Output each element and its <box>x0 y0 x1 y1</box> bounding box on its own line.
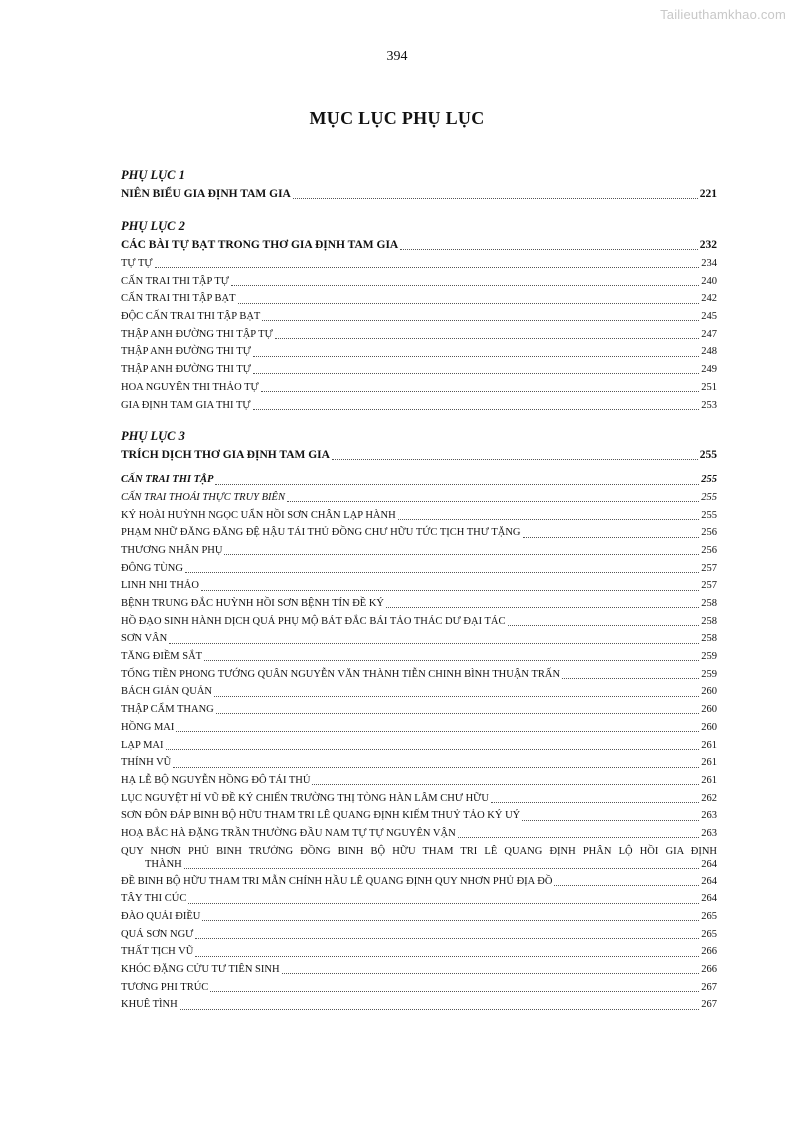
appendix-2-label: PHỤ LỤC 2 <box>121 219 185 233</box>
entry-title: TRÍCH DỊCH THƠ GIA ĐỊNH TAM GIA <box>121 449 330 462</box>
toc-entry[interactable] <box>121 273 717 291</box>
entry-page: 267 <box>701 981 717 993</box>
dot-leader <box>262 320 699 321</box>
entry-title: QUÁ SƠN NGƯ <box>121 928 194 940</box>
dot-leader <box>287 501 699 502</box>
toc-entry[interactable] <box>121 908 717 926</box>
dot-leader <box>253 373 699 374</box>
toc-heading-entry[interactable] <box>121 236 717 255</box>
toc-entry[interactable] <box>121 255 717 273</box>
entry-page: 255 <box>701 509 717 521</box>
toc-entry[interactable] <box>121 961 717 979</box>
entry-title: THẬP ANH ĐƯỜNG THI TỰ <box>121 346 251 358</box>
dot-leader <box>215 484 699 485</box>
entry-page: 267 <box>701 999 717 1011</box>
toc-entry[interactable] <box>121 361 717 379</box>
dot-leader <box>332 459 698 460</box>
entry-title: ĐỘC CẤN TRAI THI TẬP BẠT <box>121 311 261 323</box>
entry-title: BÁCH GIẢN QUẢN <box>121 686 212 698</box>
entry-title: ĐÀO QUẢI ĐIỀU <box>121 911 201 922</box>
toc-entry[interactable] <box>121 290 717 308</box>
entry-title: ĐÔNG TÙNG <box>121 562 183 574</box>
toc-subheading-entry[interactable] <box>121 489 717 507</box>
entry-page: 232 <box>699 239 717 251</box>
entry-page: 266 <box>701 946 717 958</box>
entry-title: THẤT TỊCH VŨ <box>121 946 194 958</box>
entry-page: 264 <box>701 893 717 905</box>
entry-page: 261 <box>701 774 717 786</box>
toc-entry[interactable] <box>121 524 717 542</box>
dot-leader <box>185 572 699 573</box>
entry-page: 248 <box>701 346 717 358</box>
appendix-3-entries-b <box>121 873 717 1015</box>
entry-title: THẬP CẨM THANG <box>121 704 214 716</box>
entry-title: KHUÊ TÌNH <box>121 999 178 1011</box>
entry-title: LẠP MAI <box>121 739 164 751</box>
entry-page: 240 <box>701 275 717 287</box>
watermark: Tailieuthamkhao.com <box>660 7 786 22</box>
toc-heading-entry[interactable] <box>121 446 717 465</box>
dot-leader <box>398 519 700 520</box>
dot-leader <box>231 285 699 286</box>
entry-page: 256 <box>701 544 717 556</box>
dot-leader <box>210 991 699 992</box>
dot-leader <box>173 767 699 768</box>
toc-entry[interactable] <box>121 873 717 891</box>
toc-entry[interactable] <box>121 926 717 944</box>
dot-leader <box>188 903 699 904</box>
entry-title: KÝ HOÀI HUỲNH NGỌC UẨN HỒI SƠN CHÂN LẠP HÀNH <box>121 509 396 521</box>
entry-page: 242 <box>701 293 717 305</box>
entry-title: THÍNH VŨ <box>121 757 172 769</box>
toc-entry[interactable] <box>121 577 717 595</box>
dot-leader <box>523 537 700 538</box>
toc-entry[interactable] <box>121 807 717 825</box>
entry-page: 249 <box>701 364 717 376</box>
dot-leader <box>458 837 700 838</box>
entry-title: THƯƠNG NHÂN PHỤ <box>121 544 223 556</box>
entry-title: TỐNG TIỀN PHONG TƯỚNG QUÂN NGUYỄN VĂN THÀNH TIỄN CHINH BÌNH THUẬN TRẤN <box>121 668 561 680</box>
entry-page: 257 <box>701 562 717 574</box>
entry-page: 261 <box>701 757 717 769</box>
entry-title: TĂNG ĐIỀM SẮT <box>121 651 203 663</box>
toc-entry[interactable] <box>121 772 717 790</box>
appendix-3-section <box>121 426 717 1014</box>
appendix-3-label: PHỤ LỤC 3 <box>121 429 185 444</box>
toc-subheading-entry[interactable] <box>121 471 717 489</box>
toc-entry[interactable] <box>121 630 717 648</box>
entry-title: BỆNH TRUNG ĐẮC HUỲNH HỒI SƠN BỆNH TÍN ĐỀ KÝ <box>121 598 384 609</box>
toc-entry[interactable] <box>121 943 717 961</box>
dot-leader <box>224 554 699 555</box>
dot-leader <box>216 713 699 714</box>
entry-page: 261 <box>701 739 717 751</box>
toc-entry[interactable] <box>121 397 717 415</box>
entry-page: 255 <box>699 449 717 462</box>
entry-title: TỰ TỰ <box>121 258 153 269</box>
appendix-1-section <box>121 165 717 204</box>
entry-page: 258 <box>701 598 717 609</box>
entry-page: 265 <box>701 911 717 922</box>
entry-page: 251 <box>701 381 717 393</box>
appendix-1-label: PHỤ LỤC 1 <box>121 168 185 182</box>
entry-title: HỒ ĐẠO SINH HÀNH DỊCH QUÁ PHỤ MỘ BÁT ĐẮC BÁI TẢO THÁC DƯ ĐẠI TÁC <box>121 615 506 627</box>
toc-entry[interactable] <box>121 648 717 666</box>
entry-title: GIA ĐỊNH TAM GIA THI TỰ <box>121 399 251 411</box>
dot-leader <box>522 820 699 821</box>
entry-page: 264 <box>701 875 717 887</box>
entry-title: CÁC BÀI TỰ BẠT TRONG THƠ GIA ĐỊNH TAM GIA <box>121 239 399 251</box>
dot-leader <box>195 956 699 957</box>
toc-entry[interactable] <box>121 825 717 843</box>
entry-page: 262 <box>701 792 717 804</box>
dot-leader <box>386 607 699 608</box>
entry-title: NIÊN BIỂU GIA ĐỊNH TAM GIA <box>121 188 291 200</box>
entry-title: KHÓC ĐẶNG CỬU TƯ TIÊN SINH <box>121 964 280 976</box>
entry-title: CẤN TRAI THI TẬP BẠT <box>121 293 236 305</box>
toc-entry[interactable] <box>121 613 717 631</box>
toc-entry[interactable] <box>121 308 717 326</box>
dot-leader <box>201 590 699 591</box>
toc-entry[interactable] <box>121 560 717 578</box>
entry-page: 260 <box>701 721 717 733</box>
entry-title: SƠN VÂN <box>121 633 168 645</box>
toc-entry[interactable] <box>121 507 717 525</box>
dot-leader <box>169 643 699 644</box>
entry-title: THẬP ANH ĐƯỜNG THI TỰ <box>121 364 251 376</box>
entry-title: SƠN ĐÔN ĐÁP BINH BỘ HỮU THAM TRI LÊ QUANG ĐỊNH KIẾM THUỶ TẢO KÝ UÝ <box>121 810 521 822</box>
entry-page: 258 <box>701 633 717 645</box>
entry-page: 263 <box>701 810 717 822</box>
appendix-2-section <box>121 216 717 414</box>
toc-entry[interactable] <box>121 737 717 755</box>
toc-entry[interactable] <box>121 790 717 808</box>
toc-entry[interactable] <box>121 683 717 701</box>
dot-leader <box>166 749 700 750</box>
dot-leader <box>400 249 698 250</box>
entry-title: TÂY THI CÚC <box>121 893 187 905</box>
entry-title: HỒNG MAI <box>121 721 175 733</box>
entry-title: LỤC NGUYỆT HỈ VŨ ĐỀ KÝ CHIẾN TRƯỜNG THỊ TÒNG HÀN LÂM CHƯ HỮU <box>121 792 489 804</box>
toc-entry-wrapped[interactable] <box>121 843 717 873</box>
entry-title-line-1: QUY NHƠN PHỦ BINH TRƯỞNG ĐỒNG BINH BỘ HỮU THAM TRI LÊ QUANG ĐỊNH PHÂN LỘ HỒI GIA ĐỊNH <box>121 845 717 857</box>
entry-page: 245 <box>701 311 717 323</box>
entry-page: 256 <box>701 527 717 539</box>
entry-title: PHẠM NHỮ ĐĂNG ĐĂNG ĐỆ HẬU TÁI THỦ ĐỒNG CHƯ HỮU TỨC TỊCH THƯ TẶNG <box>121 527 521 539</box>
table-of-contents <box>121 165 717 1014</box>
dot-leader <box>253 356 699 357</box>
toc-heading-entry[interactable] <box>121 185 717 204</box>
toc-entry[interactable] <box>121 595 717 613</box>
dot-leader <box>202 920 699 921</box>
entry-title: HẠ LỄ BỘ NGUYỄN HỒNG ĐÔ TÁI THỦ <box>121 774 311 786</box>
dot-leader <box>293 198 698 199</box>
entry-page: 259 <box>701 651 717 663</box>
entry-page: 260 <box>701 704 717 716</box>
dot-leader <box>508 625 700 626</box>
appendix-2-entries <box>121 255 717 414</box>
toc-entry[interactable] <box>121 343 717 361</box>
toc-entry[interactable] <box>121 719 717 737</box>
entry-page: 263 <box>701 827 717 839</box>
entry-title: CẤN TRAI THI TẬP <box>121 474 214 486</box>
entry-page: 259 <box>701 668 717 680</box>
toc-entry[interactable] <box>121 701 717 719</box>
dot-leader <box>238 303 700 304</box>
entry-page: 255 <box>701 491 717 503</box>
entry-page: 255 <box>701 474 717 486</box>
entry-page: 247 <box>701 328 717 340</box>
dot-leader <box>282 973 700 974</box>
dot-leader <box>176 731 699 732</box>
entry-title: LINH NHI THẢO <box>121 580 199 592</box>
entry-page: 266 <box>701 964 717 976</box>
dot-leader <box>180 1009 700 1010</box>
toc-entry[interactable] <box>121 666 717 684</box>
entry-title: ĐỀ BINH BỘ HỮU THAM TRI MẪN CHÍNH HẦU LÊ QUANG ĐỊNH QUY NHƠN PHỦ ĐỊA ĐỒ <box>121 875 553 887</box>
dot-leader <box>312 784 699 785</box>
dot-leader <box>491 802 699 803</box>
entry-title: HOẠ BẮC HÀ ĐẶNG TRẦN THƯỜNG ĐẦU NAM TỰ TỰ NGUYÊN VẬN <box>121 827 456 839</box>
dot-leader <box>554 885 699 886</box>
dot-leader <box>155 267 700 268</box>
toc-entry[interactable] <box>121 979 717 997</box>
toc-entry[interactable] <box>121 542 717 560</box>
entry-page: 234 <box>701 258 717 269</box>
dot-leader <box>261 391 700 392</box>
toc-entry[interactable] <box>121 326 717 344</box>
entry-page: 257 <box>701 580 717 592</box>
entry-title: CẤN TRAI THOÁI THỰC TRUY BIÊN <box>121 491 285 503</box>
dot-leader <box>562 678 699 679</box>
entry-title: HOA NGUYÊN THI THẢO TỰ <box>121 381 259 393</box>
toc-entry[interactable] <box>121 890 717 908</box>
entry-title: CẤN TRAI THI TẬP TỰ <box>121 275 229 287</box>
toc-entry[interactable] <box>121 379 717 397</box>
entry-page: 221 <box>699 188 717 200</box>
dot-leader <box>195 938 699 939</box>
entry-title: TƯƠNG PHI TRÚC <box>121 981 209 993</box>
dot-leader <box>204 660 699 661</box>
dot-leader <box>214 696 699 697</box>
entry-title-line-2: THÀNH <box>145 858 182 870</box>
dot-leader <box>275 338 700 339</box>
page-number: 394 <box>386 49 408 64</box>
entry-page: 264 <box>701 858 717 870</box>
entry-page: 265 <box>701 928 717 940</box>
toc-entry[interactable] <box>121 996 717 1014</box>
toc-entry[interactable] <box>121 754 717 772</box>
entry-page: 260 <box>701 686 717 698</box>
entry-title: THẬP ANH ĐƯỜNG THI TẬP TỰ <box>121 328 273 340</box>
dot-leader <box>184 868 700 869</box>
entry-page: 258 <box>701 615 717 627</box>
entry-page: 253 <box>701 399 717 411</box>
dot-leader <box>253 409 700 410</box>
page-title: MỤC LỤC PHỤ LỤC <box>309 108 485 128</box>
appendix-3-entries-a <box>121 507 717 843</box>
